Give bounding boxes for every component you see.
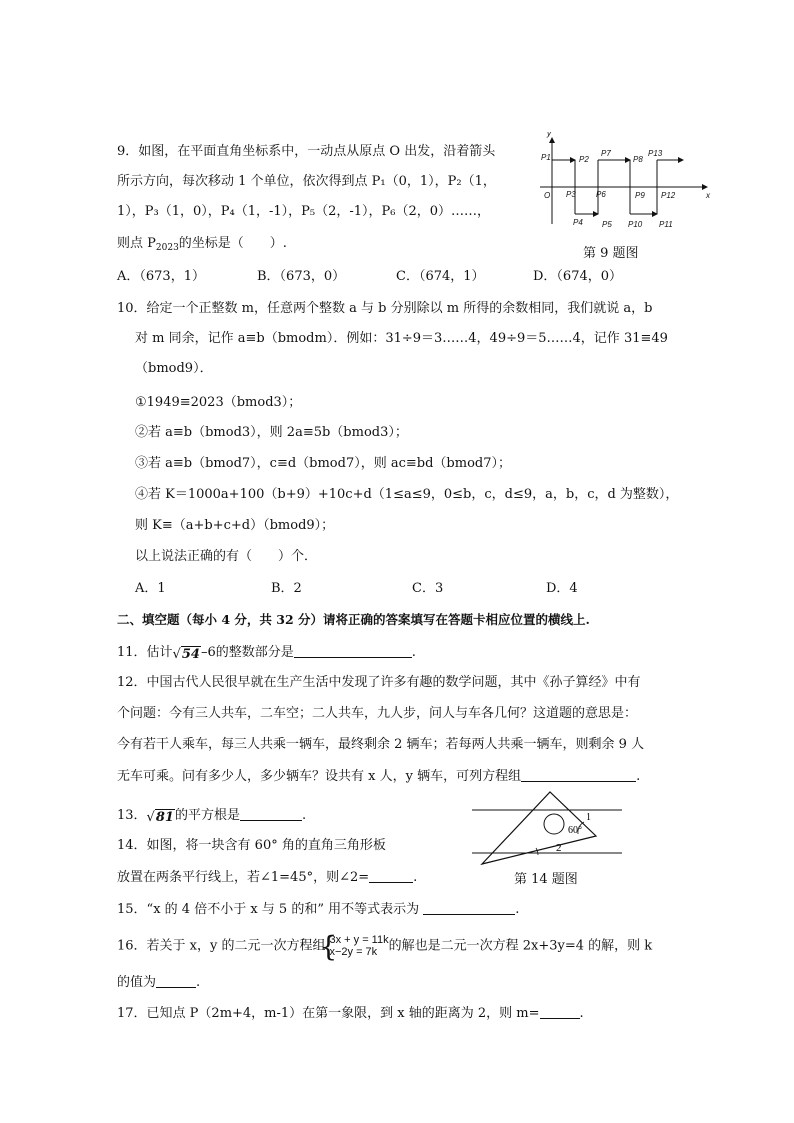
q13-sqrt: √81 [146,810,174,825]
q9-p4: P4 [573,218,583,227]
q11-radicand: 54 [181,647,200,662]
q16-end: . [196,975,201,990]
q10-statement-1: ①1949≡2023（bmod3）； [135,395,302,410]
q16-eq2: x−2y = 7k [329,946,378,958]
q13-post: 的平方根是 [174,808,240,823]
q12-line4-text: 无车可乘。问有多少人，多少辆车？设共有 x 人，y 辆车，可列方程组 [117,769,522,784]
q12-answer-blank[interactable] [521,767,636,782]
q14-caption: 第 14 题图 [514,872,578,887]
q15-text: 15．“x 的 4 倍不小于 x 与 5 的和” 用不等式表示为 [117,902,420,917]
q9-line4-pre: 则点 P [117,236,156,251]
q9-option-d: D．（674，0） [533,269,623,284]
q12-line2: 个问题：今有三人共车，二车空；二人共车，九人步，问人与车各几何？这道题的意思是： [117,706,638,721]
q11-end: . [411,645,416,660]
q17-answer-blank[interactable] [540,1004,580,1019]
q17 [117,1004,584,1023]
q12-line3: 今有若干人乘车，每三人共乘一辆车，最终剩余 2 辆车；若每两人共乘一辆车，则剩余 9 人 [117,737,645,752]
q15-answer-blank[interactable] [423,900,515,915]
q9-axis-y-label: y [547,132,551,138]
q9-line1: 9．如图，在平面直角坐标系中，一动点从原点 O 出发，沿着箭头 [117,144,496,159]
q13-end: . [301,808,307,823]
q10-statement-4: ④若 K＝1000a+100（b+9）+10c+d（1≤a≤9，0≤b，c，d≤9，a，b，c，d 为整数）， [135,487,679,502]
q16-line1 [117,930,653,963]
q9-figure [535,132,715,232]
q9-line4-post: 的坐标是（ ）. [178,236,287,251]
q9-p13: P13 [648,149,663,158]
q15-end: . [515,902,520,917]
q12-line4 [117,767,640,786]
q16-answer-blank[interactable] [156,973,196,988]
q13 [117,806,306,827]
q10-line3: （bmod9）． [135,361,213,376]
q10-ask: 以上说法正确的有（ ）个． [135,549,318,564]
q11 [117,643,416,664]
q10-option-a: A．1 [135,581,166,596]
q16-eq1: 3x + y = 11k [329,934,389,946]
q10-statement-4b: 则 K≡（a+b+c+d）（bmod9）； [135,518,335,533]
q9-p5: P5 [602,220,612,229]
q9-p6: P6 [596,190,606,199]
q14-triangle-hole [544,814,564,834]
q9-p10: P10 [628,220,643,229]
q10-statement-3: ③若 a≡b（bmod7），c≡d（bmod7），则 ac≡bd（bmod7）； [135,456,511,471]
section-2-heading: 二、填空题（每小 4 分，共 32 分）请将正确的答案填写在答题卡相应位置的横线上. [117,612,590,627]
q10-option-c: C．3 [412,581,444,596]
q9-p1: P1 [541,153,551,162]
q9-p2: P2 [579,155,589,164]
q9-p8: P8 [633,155,643,164]
q9-line4-sub: 2023 [155,243,179,253]
q9-line4 [117,235,287,257]
q9-option-a: A．（673，1） [117,269,205,284]
q14-end: . [413,870,418,885]
q9-axis-x-label: x [706,191,710,200]
q9-origin-label: O [544,191,551,200]
q17-end: . [579,1006,584,1021]
q14-figure [470,788,628,870]
q9-caption: 第 9 题图 [583,246,639,261]
q14-angle-2-label: 2 [556,842,562,854]
q11-post: –6的整数部分是 [200,645,294,660]
q10-statement-2: ②若 a≡b（bmod3），则 2a≡5b（bmod3）； [135,425,408,440]
q9-line3: 1），P₃（1，0），P₄（1，-1），P₅（2，-1），P₆（2，0）……， [117,204,491,219]
q11-pre: 11．估计 [117,645,173,660]
q9-line2: 所示方向，每次移动 1 个单位，依次得到点 P₁（0，1），P₂（1， [117,174,496,189]
q16-post: 的解也是二元一次方程 2x+3y=4 的解，则 k [388,938,653,954]
q14-answer-blank[interactable] [369,868,413,883]
q11-sqrt: √54 [172,647,200,662]
q16-line2-text: 的值为 [117,975,157,990]
q9-p7: P7 [601,149,611,158]
q13-answer-blank[interactable] [240,806,302,821]
q10-option-b: B．2 [271,581,302,596]
q13-radicand: 81 [155,810,174,825]
q9-p3: P3 [566,190,576,199]
q9-option-c: C．（674，1） [396,269,485,284]
q12-line1: 12．中国古代人民很早就在生产生活中发现了许多有趣的数学问题，其中《孙子算经》中有 [117,675,641,690]
q16-brace: { [319,930,338,963]
q17-text: 17．已知点 P（2m+4，m-1）在第一象限，到 x 轴的距离为 2，则 m= [117,1006,540,1021]
q10-line1: 10．给定一个正整数 m，任意两个整数 a 与 b 分别除以 m 所得的余数相同，我们就说 a，b [117,301,653,316]
q11-answer-blank[interactable] [294,643,412,658]
q10-line2: 对 m 同余，记作 a≡b（bmodm）．例如：31÷9＝3……4，49÷9＝5……4，记作 31≡49 [135,331,668,346]
q14-line2-text: 放置在两条平行线上，若∠1=45°，则∠2= [117,870,370,885]
q9-p11: P11 [659,220,673,229]
q14-line2 [117,868,417,887]
q16-equation-system [319,930,389,963]
q9-p9: P9 [635,191,645,200]
q9-option-b: B．（673，0） [257,269,346,284]
q12-end: . [636,769,641,784]
q14-angle-1-label: 1 [586,812,591,823]
q14-angle-60: 60° [568,825,582,836]
q15 [117,900,519,919]
q14-line1: 14．如图，将一块含有 60° 角的直角三角形板 [117,838,386,853]
q9-p12: P12 [661,191,676,200]
q16-pre: 16．若关于 x，y 的二元一次方程组 [117,938,326,954]
q16-line2 [117,973,200,992]
q10-option-d: D．4 [546,581,578,596]
q13-pre: 13． [117,808,147,823]
